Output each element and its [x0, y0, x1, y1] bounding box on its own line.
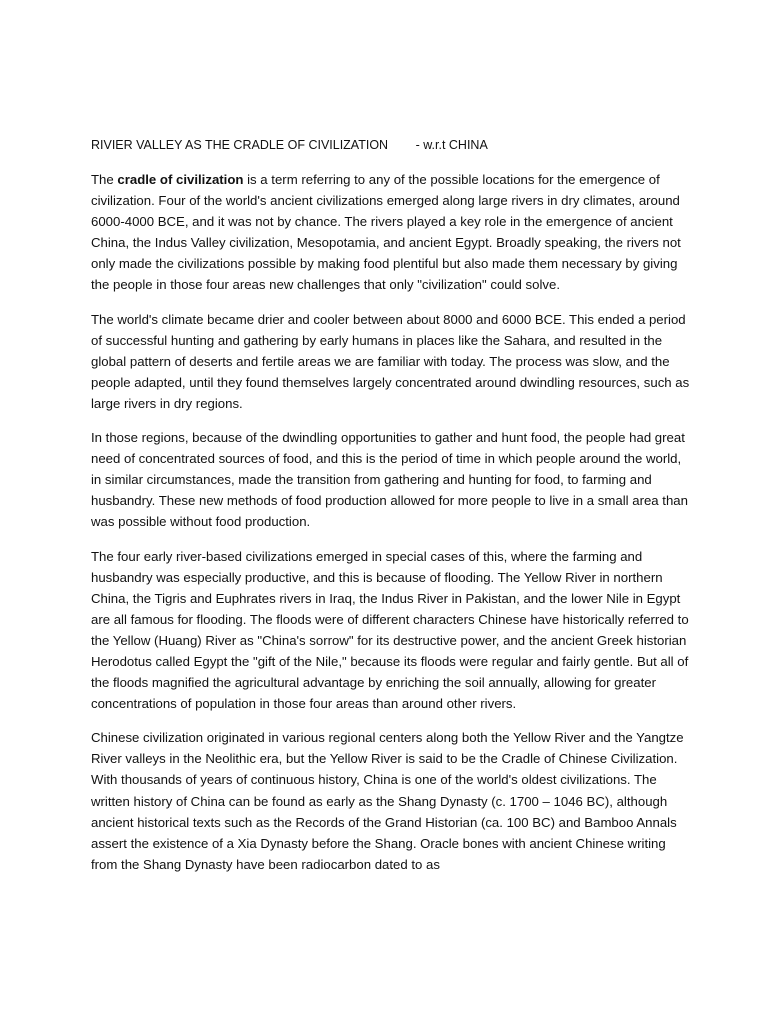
- paragraph-river-flooding: The four early river-based civilizations emerged in special cases of this, where the farming and husbandry was especially productive, and this is because of flooding. The Yellow River in northern China, the Tigris and Euphrates rivers in Iraq, the Indus River in Pakistan, and the lower Nile in Egypt are all famous for flooding. The floods were of different characters Chinese have historically referred to the Yellow (Huang) River as "China's sorrow" for its destructive power, and the ancient Greek historian Herodotus called Egypt the "gift of the Nile," because its floods were regular and fairly gentle. But all of the floods magnified the agricultural advantage by enriching the soil annually, allowing for greater concentrations of population in those four areas than around other rivers.: [91, 548, 689, 712]
- paragraph-chinese-civilization: Chinese civilization originated in various regional centers along both the Yellow River and the Yangtze River valleys in the Neolithic era, but the Yellow River is said to be the Cradle of Chinese Civilization. With thousands of years of continuous history, China is one of the world's oldest civilizations. The written history of China can be found as early as the Shang Dynasty (c. 1700 – 1046 BC), although ancient historical texts such as the Records of the Grand Historian (ca. 100 BC) and Bamboo Annals assert the existence of a Xia Dynasty before the Shang. Oracle bones with ancient Chinese writing from the Shang Dynasty have been radiocarbon dated to as: [91, 730, 684, 872]
- paragraph-farming-transition: In those regions, because of the dwindling opportunities to gather and hunt food, the people had great need of concentrated sources of food, and this is the period of time in which people around the world, in similar circumstances, made the transition from gathering and hunting for food, to farming and husbandry. These new methods of food production allowed for more people to live in a small area than was possible without food production.: [91, 430, 688, 530]
- document-title: RIVIER VALLEY AS THE CRADLE OF CIVILIZATION: [91, 138, 389, 152]
- document-subtitle: - w.r.t CHINA: [415, 138, 488, 152]
- document-body: [91, 135, 691, 888]
- intro-lead: The: [91, 172, 118, 187]
- paragraph-climate: The world's climate became drier and cooler between about 8000 and 6000 BCE. This ended a period of successful hunting and gathering by early humans in places like the Sahara, and resulted in the global pattern of deserts and fertile areas we are familiar with today. The process was slow, and the people adapted, until they found themselves largely concentrated around dwindling resources, such as large rivers in dry regions.: [91, 311, 690, 411]
- intro-rest: is a term referring to any of the possible locations for the emergence of civilization. Four of the world's ancient civilizations emerged along large rivers in dry climates, around 6000-4000 BCE, and it was not by chance. The rivers played a key role in the emergence of ancient China, the Indus Valley civilization, Mesopotamia, and ancient Egypt. Broadly speaking, the rivers not only made the civilizations possible by making food plentiful but also made them necessary by giving the people in those four areas new challenges that only "civilization" could solve.: [91, 172, 681, 293]
- intro-bold-term: cradle of civilization: [117, 172, 244, 187]
- intro-paragraph: [91, 169, 691, 296]
- document-heading: [91, 135, 691, 156]
